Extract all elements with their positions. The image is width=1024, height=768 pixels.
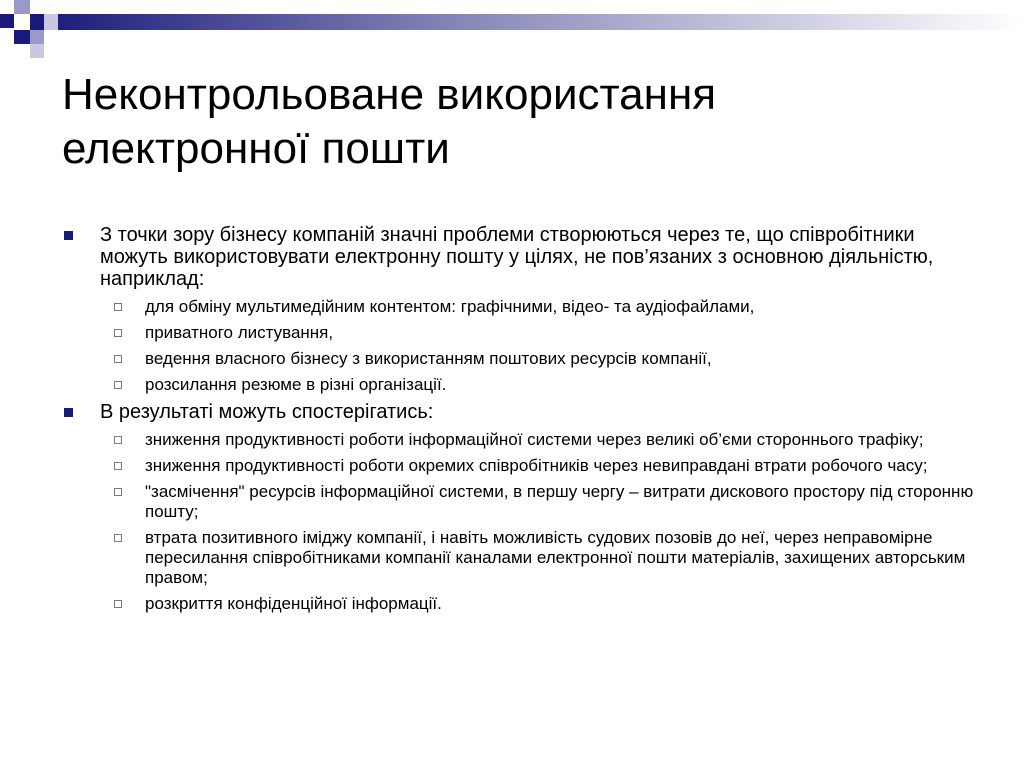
square-bullet-icon (64, 231, 73, 240)
deco-square-icon (44, 14, 58, 30)
sub-bullet-item (62, 323, 982, 343)
sub-bullet-text: ведення власного бізнесу з використанням поштових ресурсів компанії, (145, 349, 712, 368)
main-bullet-text: В результаті можуть спостерігатись: (100, 401, 434, 423)
hollow-square-bullet-icon (114, 381, 122, 389)
deco-square-icon (30, 30, 44, 44)
hollow-square-bullet-icon (114, 534, 122, 542)
header-decoration (0, 0, 1024, 64)
sub-bullet-text: приватного листування, (145, 323, 334, 342)
sub-bullet-text: зниження продуктивності роботи інформаційної системи через великі об’єми стороннього трафіку; (145, 430, 924, 449)
hollow-square-bullet-icon (114, 329, 122, 337)
header-gradient-bar (40, 14, 1024, 30)
slide-title-line1: Неконтрольоване використання (62, 70, 717, 119)
sub-bullet-item (62, 430, 982, 450)
main-bullet-item (62, 401, 982, 423)
slide-title-line2: електронної пошти (62, 124, 450, 174)
hollow-square-bullet-icon (114, 488, 122, 496)
sub-bullet-item (62, 297, 982, 317)
sub-bullet-list (62, 297, 982, 395)
deco-square-icon (30, 14, 44, 30)
deco-square-icon (14, 14, 30, 30)
sub-bullet-item (62, 594, 982, 614)
slide-title (62, 68, 982, 176)
deco-square-icon (30, 44, 44, 58)
hollow-square-bullet-icon (114, 462, 122, 470)
hollow-square-bullet-icon (114, 303, 122, 311)
sub-bullet-text: "засмічення" ресурсів інформаційної системи, в першу чергу – витрати дискового простору під сторонню пошту; (145, 482, 974, 521)
sub-bullet-item (62, 349, 982, 369)
deco-square-icon (14, 0, 30, 14)
deco-square-icon (0, 14, 14, 28)
sub-bullet-item (62, 375, 982, 395)
hollow-square-bullet-icon (114, 600, 122, 608)
deco-square-icon (14, 30, 30, 44)
main-bullet-text: З точки зору бізнесу компаній значні проблеми створюються через те, що співробітники можуть використовувати електронну пошту у цілях, не пов’язаних з основною діяльністю, наприклад: (100, 224, 934, 290)
sub-bullet-text: розкриття конфіденційної інформації. (145, 594, 442, 613)
sub-bullet-item (62, 528, 982, 588)
deco-square-icon (30, 0, 44, 14)
sub-bullet-list (62, 430, 982, 614)
hollow-square-bullet-icon (114, 355, 122, 363)
main-bullet-item (62, 224, 982, 290)
square-bullet-icon (64, 408, 73, 417)
sub-bullet-text: розсилання резюме в різні організації. (145, 375, 447, 394)
sub-bullet-text: зниження продуктивності роботи окремих співробітників через невиправдані втрати робочого часу; (145, 456, 928, 475)
slide-content (62, 224, 982, 620)
sub-bullet-item (62, 456, 982, 476)
sub-bullet-text: для обміну мультимедійним контентом: графічними, відео- та аудіофайлами, (145, 297, 755, 316)
deco-square-icon (44, 30, 58, 44)
hollow-square-bullet-icon (114, 436, 122, 444)
sub-bullet-item (62, 482, 982, 522)
sub-bullet-text: втрата позитивного іміджу компанії, і навіть можливість судових позовів до неї, через неправомірне пересилання співробітниками компанії каналами електронної пошти матеріалів, захищених авторським правом; (145, 528, 966, 587)
